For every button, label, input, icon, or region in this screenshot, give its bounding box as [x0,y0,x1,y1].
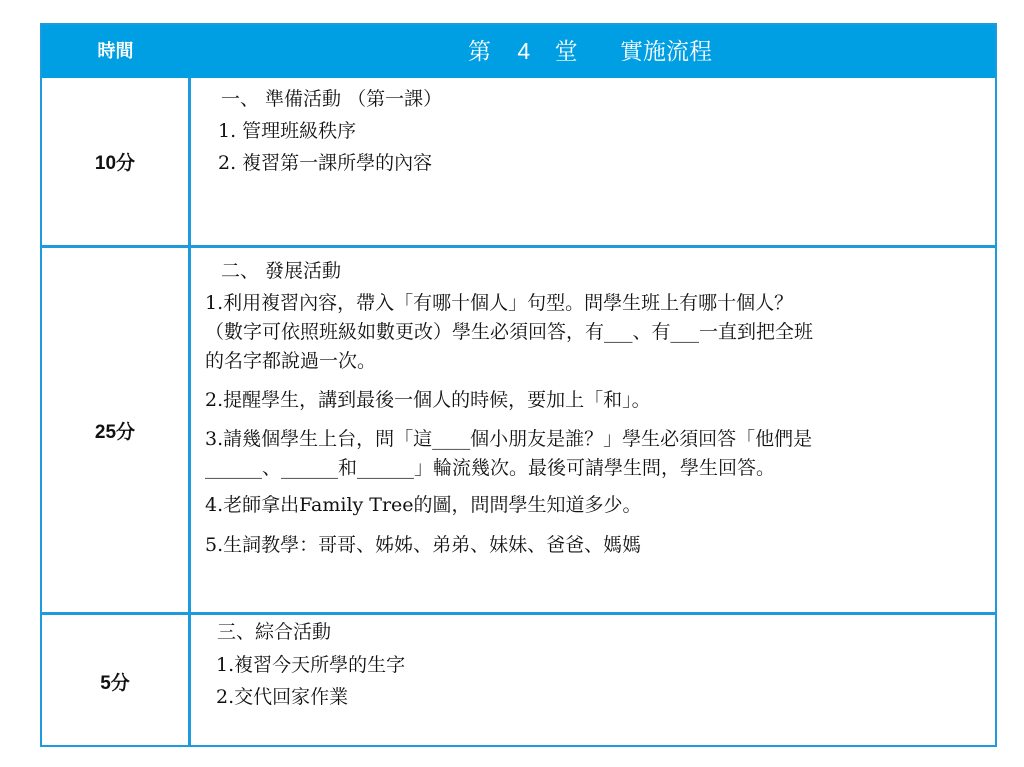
activity-item: 2.交代回家作業 [216,686,349,708]
title-part: 第 [468,38,492,64]
lesson-title [189,25,995,78]
activity-cell [205,615,985,747]
activity-item: 5.生詞教學：哥哥、姊姊、弟弟、妹妹、爸爸、媽媽 [205,534,642,556]
title-part: 實施流程 [619,38,712,64]
activity-item: 4.老師拿出Family Tree的圖，問問學生知道多少。 [205,494,642,516]
activity-item: 2. 複習第一課所學的內容 [218,152,433,174]
activity-cell [205,78,985,245]
activity-heading: 二、 發展活動 [221,260,342,282]
activity-cell [205,248,985,612]
table-header [42,25,995,78]
activity-row-integrate [42,615,995,747]
activity-item: 3.請幾個學生上台，問「這____個小朋友是誰？」學生必須回答「他們是 [205,428,813,450]
activity-item: ______、______和______」輪流幾次。最後可請學生問，學生回答。 [205,457,776,479]
activity-item: 1.利用複習內容，帶入「有哪十個人」句型。問學生班上有哪十個人？ [205,292,794,314]
time-cell: 10分 [94,153,136,174]
activity-item: 2.提醒學生，講到最後一個人的時候，要加上「和」。 [205,389,651,411]
activity-row-develop [42,248,995,612]
lesson-number: 4 [517,38,531,64]
activity-heading: 一、 準備活動 （第一課） [221,88,443,110]
activity-heading: 三、綜合活動 [217,621,332,643]
activity-item: （數字可依照班級如數更改）學生必須回答，有___、有___一直到把全班 [205,321,814,343]
time-column-header: 時間 [97,41,134,61]
title-part: 堂 [554,38,578,64]
lesson-plan-table [40,23,997,747]
activity-row-prepare [42,78,995,245]
activity-item: 的名字都說過一次。 [205,350,377,372]
time-cell: 25分 [94,421,136,443]
activity-item: 1.複習今天所學的生字 [216,654,406,676]
time-cell: 5分 [100,672,130,694]
activity-item: 1. 管理班級秩序 [218,120,357,142]
